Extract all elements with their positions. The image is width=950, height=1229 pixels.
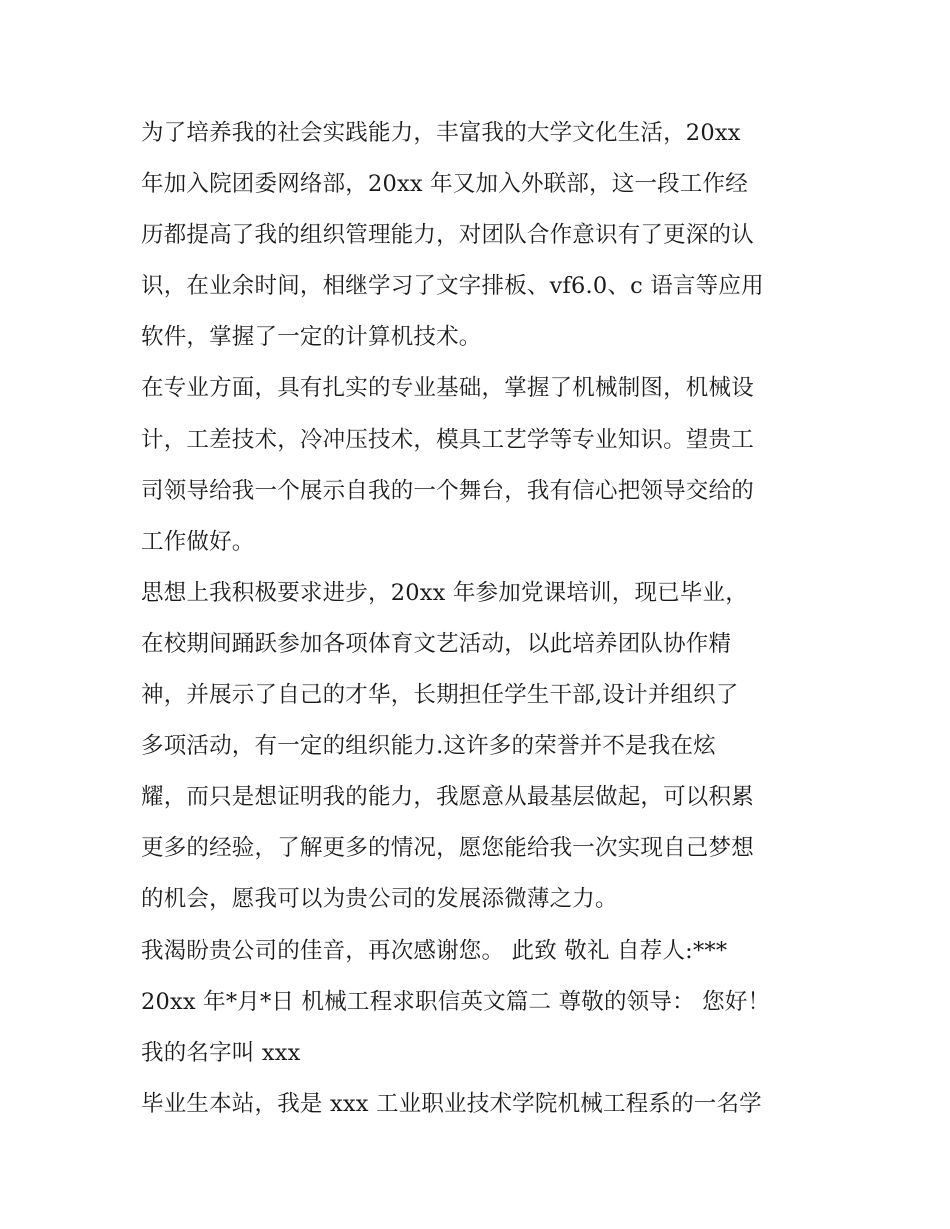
text-line: 历都提高了我的组织管理能力，对团队合作意识有了更深的认 (141, 222, 754, 249)
text-line: 我渴盼贵公司的佳音，再次感谢您。 此致 敬礼 自荐人:*** (141, 937, 728, 964)
text-line: 计，工差技术，冷冲压技术，模具工艺学等专业知识。望贵工 (141, 426, 754, 453)
text-line: 识，在业余时间，相继学习了文字排板、vf6.0、c 语言等应用 (141, 273, 764, 300)
text-line: 耀，而只是想证明我的能力，我愿意从最基层做起，可以积累 (141, 784, 754, 811)
text-line: 在校期间踊跃参加各项体育文艺活动，以此培养团队协作精 (141, 630, 732, 657)
text-line: 我的名字叫 xxx (141, 1039, 301, 1066)
text-line: 为了培养我的社会实践能力，丰富我的大学文化生活，20xx (141, 120, 741, 146)
text-line: 年加入院团委网络部，20xx 年又加入外联部，这一段工作经 (141, 171, 748, 198)
text-line: 毕业生本站，我是 xxx 工业职业技术学院机械工程系的一名学 (141, 1090, 762, 1117)
text-line: 神，并展示了自己的才华，长期担任学生干部,设计并组织了 (141, 682, 739, 709)
text-line: 更多的经验，了解更多的情况，愿您能给我一次实现自己梦想 (141, 835, 754, 862)
text-line: 的机会，愿我可以为贵公司的发展添微薄之力。 (141, 886, 618, 913)
text-line: 软件，掌握了一定的计算机技术。 (141, 324, 482, 351)
document-body (141, 108, 821, 1130)
text-line: 20xx 年*月*日 机械工程求职信英文篇二 尊敬的领导： 您好！ (141, 988, 771, 1015)
text-line: 思想上我积极要求进步，20xx 年参加党课培训，现已毕业， (141, 579, 748, 606)
text-line: 多项活动，有一定的组织能力.这许多的荣誉并不是我在炫 (141, 733, 716, 760)
text-line: 工作做好。 (141, 528, 255, 555)
text-line: 在专业方面，具有扎实的专业基础，掌握了机械制图，机械设 (141, 375, 754, 402)
text-line: 司领导给我一个展示自我的一个舞台，我有信心把领导交给的 (141, 477, 754, 504)
